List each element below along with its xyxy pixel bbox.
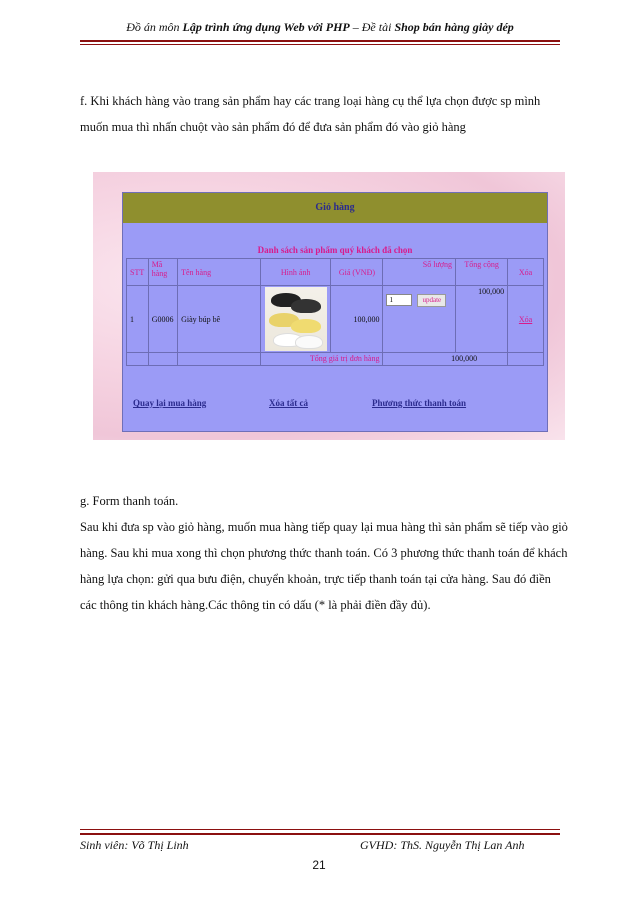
delete-link[interactable]: Xóa: [518, 314, 533, 324]
order-total-value: 100,000: [383, 353, 507, 365]
row-price: 100,000: [331, 286, 382, 352]
cart-header-row: [127, 259, 543, 285]
cart-screenshot: [93, 172, 565, 440]
page-header: [80, 20, 560, 35]
col-name: Tên hàng: [178, 259, 260, 285]
header-rule-thin: [80, 44, 560, 45]
row-code: G0006: [149, 286, 177, 352]
order-total-row: [127, 353, 543, 365]
row-qty-cell: [383, 286, 455, 352]
header-topic: Shop bán hàng giày dép: [394, 20, 514, 34]
cart-title: Giỏ hàng: [123, 193, 547, 223]
shoe-product-image[interactable]: [265, 287, 327, 351]
page-number: 21: [312, 858, 326, 872]
payment-method-link[interactable]: Phương thức thanh toán: [372, 398, 467, 408]
update-button[interactable]: update: [417, 294, 446, 307]
row-delete-cell: [508, 286, 543, 352]
qty-input[interactable]: 1: [386, 294, 412, 306]
back-to-shopping-link[interactable]: Quay lại mua hàng: [133, 398, 207, 408]
col-delete: Xóa: [508, 259, 543, 285]
header-rule: [80, 40, 560, 42]
order-total-label: Tổng giá trị đơn hàng: [261, 353, 383, 365]
row-total: 100,000: [456, 286, 507, 352]
col-total: Tổng cộng: [456, 259, 507, 285]
section-f-text: f. Khi khách hàng vào trang sản phẩm hay các trang loại hàng cụ thể lựa chọn được sp mình muốn mua thì nhấn chuột vào sản phẩm đó để đưa sản phẩm đó vào giỏ hàng: [80, 94, 541, 134]
row-image-cell: [261, 286, 331, 352]
cart-list-title: Danh sách sản phẩm quý khách đã chọn: [257, 245, 413, 255]
table-row: [127, 286, 543, 352]
footer-rule-thin: [80, 829, 560, 830]
header-course: Lập trình ứng dụng Web với PHP: [182, 20, 350, 34]
header-prefix: Đồ án môn: [126, 20, 183, 34]
section-g: [80, 488, 570, 618]
footer-student: Sinh viên: Võ Thị Linh: [80, 838, 189, 852]
section-g-heading: g. Form thanh toán.: [80, 494, 179, 508]
footer-rule: [80, 833, 560, 835]
cart-table: [126, 258, 544, 366]
col-code: Mã hàng: [149, 259, 177, 285]
col-qty: Số lượng: [383, 259, 455, 285]
footer-advisor: GVHD: ThS. Nguyễn Thị Lan Anh: [360, 838, 525, 852]
header-separator: – Đề tài: [349, 20, 395, 34]
col-price: Giá (VNĐ): [331, 259, 382, 285]
row-stt: 1: [127, 286, 148, 352]
col-stt: STT: [127, 259, 148, 285]
col-image: Hình ảnh: [261, 259, 331, 285]
row-name: Giày búp bê: [178, 286, 260, 352]
cart-panel: [122, 192, 548, 432]
section-g-body: Sau khi đưa sp vào giỏ hàng, muốn mua hàng tiếp quay lại mua hàng thì sản phẩm sẽ tiếp vào giỏ hàng. Sau khi mua xong thì chọn phương thức thanh toán. Có 3 phương thức thanh toán để khách hàng lựa chọn: gửi qua bưu điện, chuyển khoản, trực tiếp thanh toán tại cửa hàng. Sau đó điền các thông tin khách hàng.Các thông tin có dấu (* là phải điền đầy đủ).: [80, 520, 568, 612]
clear-all-link[interactable]: Xóa tất cả: [269, 398, 308, 408]
